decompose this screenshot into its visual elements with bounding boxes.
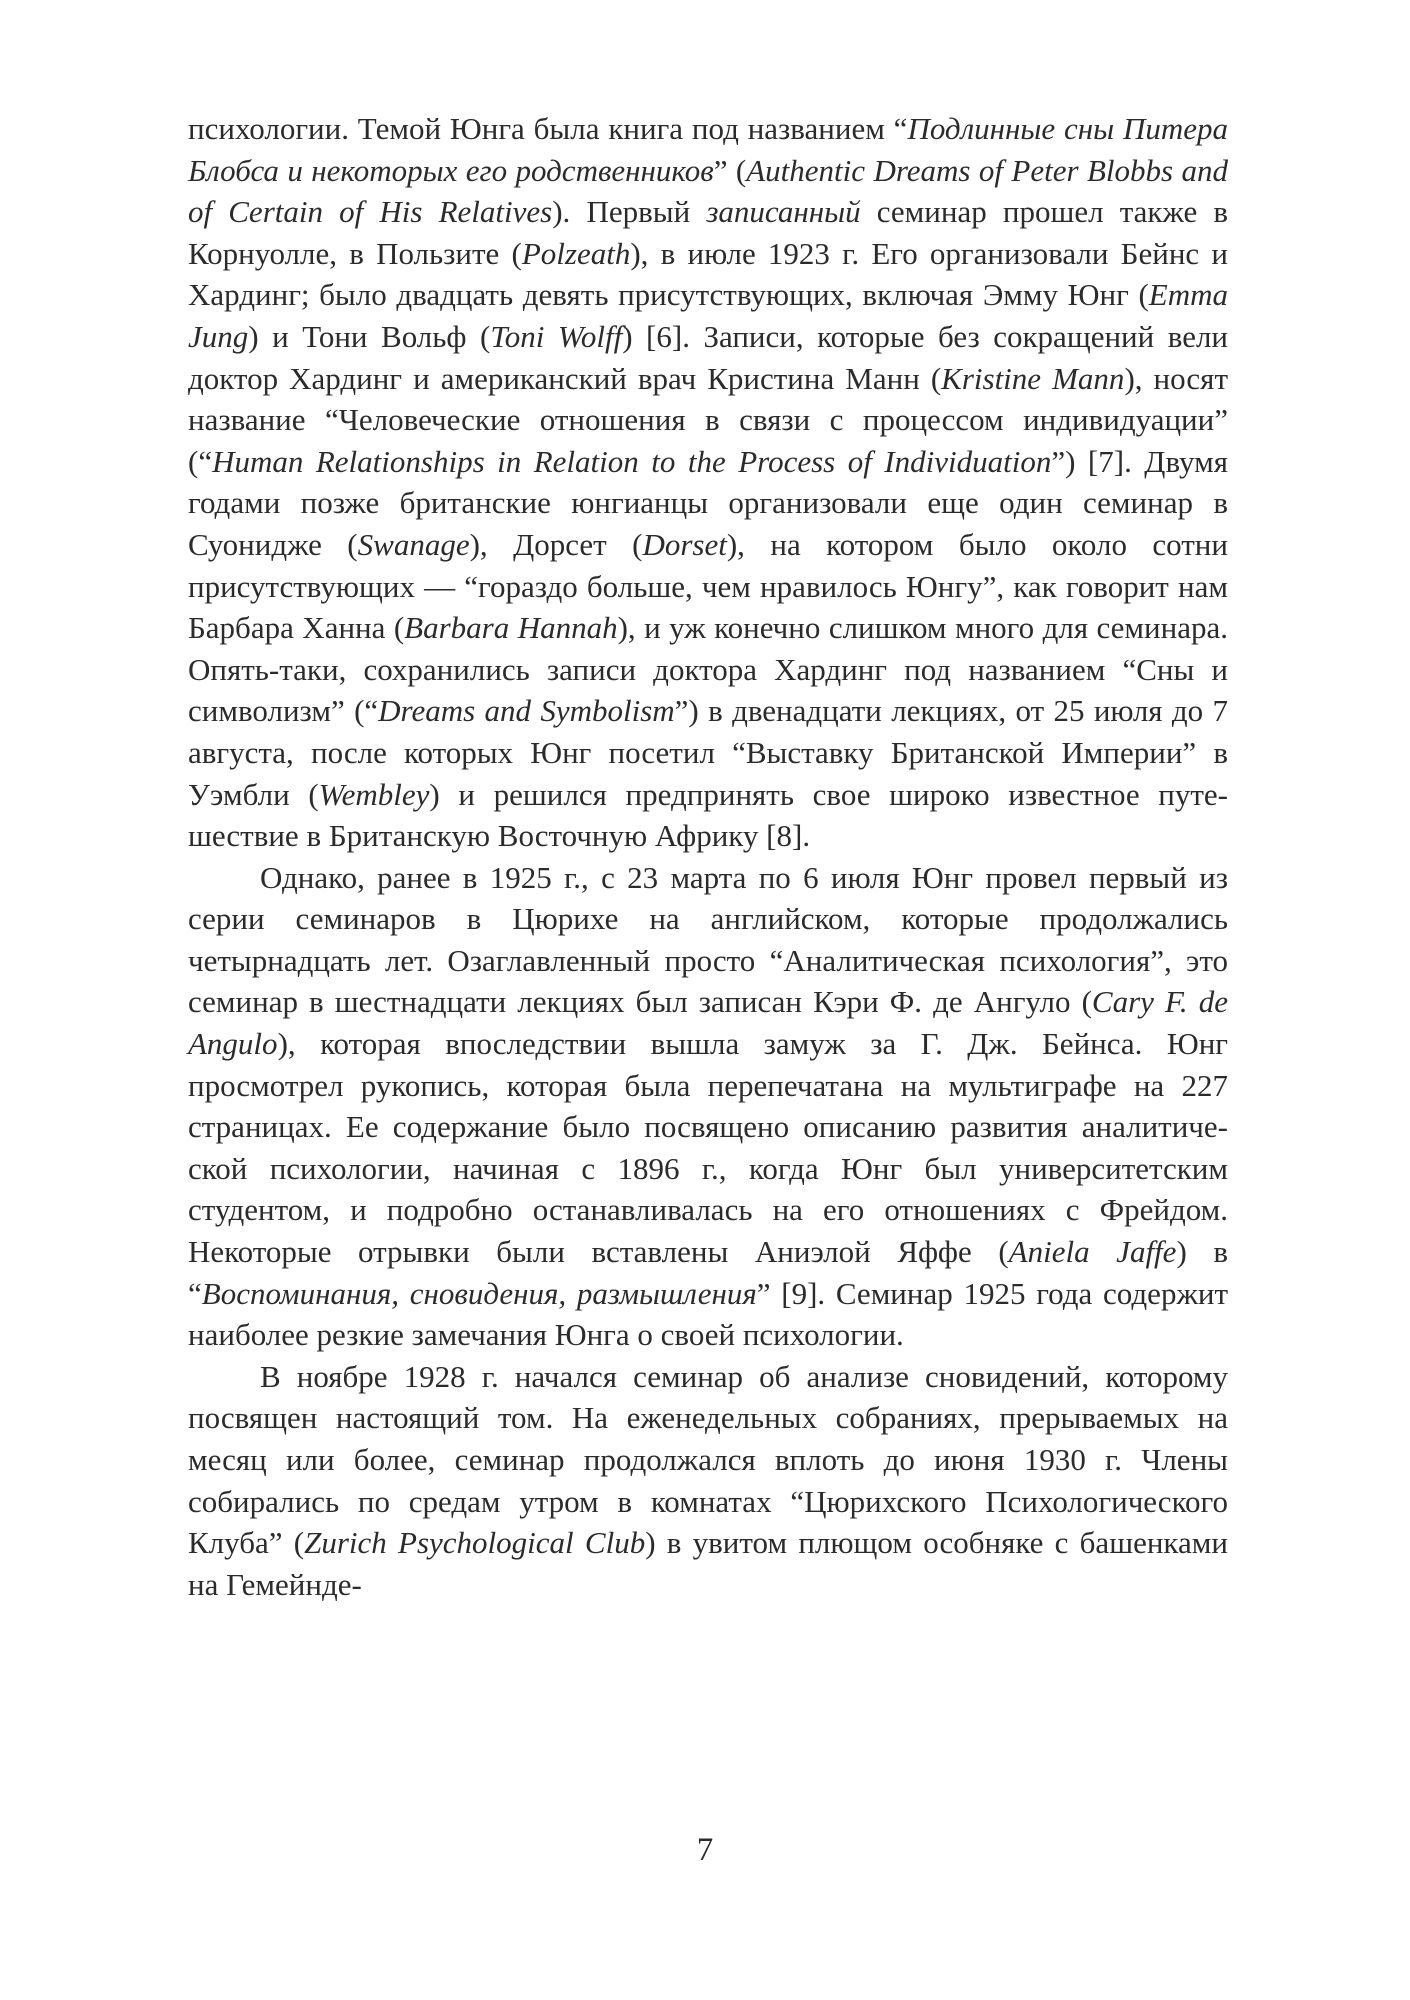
paragraph-1 xyxy=(188,108,1228,857)
text-run: ), и уж конечно слишком много для семинара. Опять-таки, сохранились записи доктора Хардинг под названием “Сны и символизм” (“ xyxy=(188,610,1228,729)
text-run: ) в “ xyxy=(188,1234,1228,1311)
italic-text-run: Swanage xyxy=(357,526,470,562)
text-run: ), которая впоследствии вышла замуж за Г. Дж. Бейнса. Юнг просмотрел рукопись, которая была перепечатана на мультиграфе на 227 страницах. Ее содержание было посвящено описанию развития аналитической психологии, начиная с 1896 г., когда Юнг был университетским студентом, и подробно останавливалась на его отношениях с Фрейдом. Некоторые отрывки были вставлены Аниэлой Яффе ( xyxy=(188,1026,1228,1270)
italic-text-run: Authentic Dreams of Peter Blobbs and of Certain of His Relatives xyxy=(188,152,1228,230)
italic-text-run: Подлинные сны Питера Блобса и некоторых его родственников xyxy=(188,111,1228,188)
italic-text-run: Zurich Psychological Club xyxy=(304,1525,646,1561)
text-run: ) и решился предпринять свое широко известное путешествие в Британскую Восточную Африку [8]. xyxy=(188,776,1228,854)
italic-text-run: записанный xyxy=(706,194,861,230)
italic-text-run: Emma Jung xyxy=(188,277,1228,354)
text-run: ), Дорсет ( xyxy=(469,526,643,562)
italic-text-run: Wembley xyxy=(318,776,430,812)
text-run: ). Первый xyxy=(552,194,707,230)
page-body xyxy=(188,108,1228,1605)
italic-text-run: Polzeath xyxy=(521,235,631,271)
text-run: ”) в двенадцати лекциях, от 25 июля до 7 августа, после которых Юнг посетил “Выставку Британской Империи” в Уэмбли ( xyxy=(188,693,1228,812)
text-run: ), в июле 1923 г. Его организовали Бейнс и Хардинг; было двадцать девять присутствующих, включая Эмму Юнг ( xyxy=(188,235,1228,313)
page-number: 7 xyxy=(696,1832,714,1868)
text-run: ) и Тони Вольф ( xyxy=(248,318,491,354)
italic-text-run: Barbara Hannah xyxy=(404,610,618,646)
text-run: Однако, ранее в 1925 г., с 23 марта по 6 июля Юнг провел первый из серии семинаров в Цюрихе на английском, которые продолжались четырнадцать лет. Озаглавленный просто “Аналитическая психология”, это семинар в шестнадцати лекциях был записан Кэри Ф. де Ангуло ( xyxy=(188,859,1228,1020)
text-run: ) [6]. Записи, которые без сокращений вели доктор Хардинг и американский врач Кристина Манн ( xyxy=(188,318,1229,396)
text-run: ) в увитом плющом особняке с башенками на Гемейнде- xyxy=(188,1525,1228,1602)
paragraph-2 xyxy=(188,857,1228,1356)
text-run: психологии. Темой Юнга была книга под названием “ xyxy=(188,111,908,146)
italic-text-run: Human Relationships in Relation to the Process of Individuation xyxy=(212,443,1052,479)
italic-text-run: Kristine Mann xyxy=(941,360,1125,396)
italic-text-run: Dorset xyxy=(642,526,727,562)
text-run: ), носят название “Человеческие отношения в связи с процессом индивидуации” (“ xyxy=(188,360,1228,479)
italic-text-run: Воспоминания, сновидения, размышления xyxy=(201,1275,757,1311)
italic-text-run: Aniela Jaffe xyxy=(1008,1234,1177,1270)
italic-text-run: Toni Wolff xyxy=(490,318,623,354)
text-run: ), на котором было около сотни присутствующих — “гораздо больше, чем нравилось Юнгу”, как говорит нам Барбара Ханна ( xyxy=(188,526,1228,646)
text-run: В ноябре 1928 г. начался семинар об анализе сновидений, которому посвящен настоящий том. На еженедельных собраниях, прерываемых на месяц или более, семинар продолжался вплоть до июня 1930 г. Члены собирались по средам утром в комнатах “Цюрихского Психологического Клуба” ( xyxy=(188,1358,1228,1561)
italic-text-run: Cary F. de Angulo xyxy=(188,984,1228,1062)
italic-text-run: Dreams and Symbolism xyxy=(378,693,675,729)
text-run: ” ( xyxy=(713,152,747,188)
paragraph-3 xyxy=(188,1356,1228,1606)
text-run: ” [9]. Семинар 1925 года содержит наиболее резкие замечания Юнга о своей психологии. xyxy=(188,1275,1228,1353)
text-run: семинар прошел также в Корнуолле, в Пользите ( xyxy=(188,194,1229,271)
text-run: ”) [7]. Двумя годами позже британские юнгианцы организовали еще один семинар в Суонидже ( xyxy=(188,443,1228,562)
